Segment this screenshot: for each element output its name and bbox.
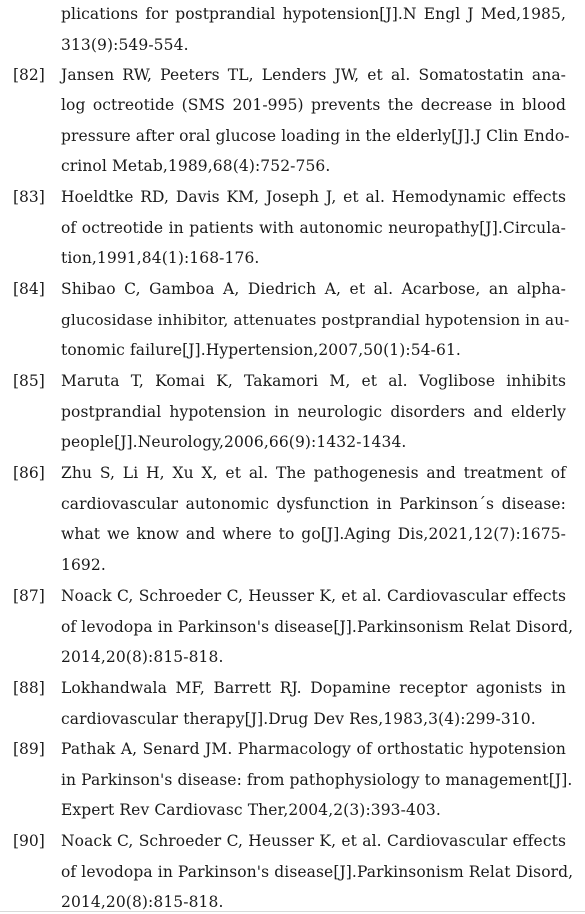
reference-line: tonomic failure[J].Hypertension,2007,50(1):54-61. xyxy=(61,341,461,359)
reference-number: [90] xyxy=(13,832,45,850)
reference-line: Pathak A, Senard JM. Pharmacology of orthostatic hypotension xyxy=(61,740,566,758)
reference-line: pressure after oral glucose loading in the elderly[J].J Clin Endo- xyxy=(61,127,570,145)
reference-line: glucosidase inhibitor, attenuates postprandial hypotension in au- xyxy=(61,311,570,329)
reference-number: [85] xyxy=(13,372,45,390)
reference-line: 1692. xyxy=(61,556,106,574)
reference-line: Hoeldtke RD, Davis KM, Joseph J, et al. Hemodynamic effects xyxy=(61,188,566,206)
reference-line: of levodopa in Parkinson's disease[J].Parkinsonism Relat Disord, xyxy=(61,618,574,636)
reference-number: [82] xyxy=(13,66,45,84)
reference-number: [83] xyxy=(13,188,45,206)
page-bottom-divider xyxy=(0,911,585,912)
reference-line: Zhu S, Li H, Xu X, et al. The pathogenesis and treatment of xyxy=(61,464,566,482)
reference-line: people[J].Neurology,2006,66(9):1432-1434. xyxy=(61,433,407,451)
reference-line: Noack C, Schroeder C, Heusser K, et al. Cardiovascular effects xyxy=(61,832,566,850)
reference-line: what we know and where to go[J].Aging Dis,2021,12(7):1675- xyxy=(61,525,566,543)
reference-line: Expert Rev Cardiovasc Ther,2004,2(3):393-403. xyxy=(61,801,441,819)
reference-line: plications for postprandial hypotension[J].N Engl J Med,1985, xyxy=(61,5,566,23)
reference-number: [84] xyxy=(13,280,45,298)
reference-line: 2014,20(8):815-818. xyxy=(61,893,224,911)
reference-line: postprandial hypotension in neurologic disorders and elderly xyxy=(61,403,566,421)
reference-line: Lokhandwala MF, Barrett RJ. Dopamine receptor agonists in xyxy=(61,679,566,697)
reference-number: [86] xyxy=(13,464,45,482)
reference-line: Shibao C, Gamboa A, Diedrich A, et al. Acarbose, an alpha- xyxy=(61,280,566,298)
reference-number: [89] xyxy=(13,740,45,758)
reference-line: cardiovascular autonomic dysfunction in Parkinson´s disease: xyxy=(61,495,566,513)
reference-line: 2014,20(8):815-818. xyxy=(61,648,224,666)
reference-line: crinol Metab,1989,68(4):752-756. xyxy=(61,157,331,175)
reference-line: tion,1991,84(1):168-176. xyxy=(61,249,260,267)
reference-line: in Parkinson's disease: from pathophysiology to management[J]. xyxy=(61,771,573,789)
reference-line: of octreotide in patients with autonomic neuropathy[J].Circula- xyxy=(61,219,566,237)
reference-line: 313(9):549-554. xyxy=(61,36,189,54)
reference-line: Noack C, Schroeder C, Heusser K, et al. Cardiovascular effects xyxy=(61,587,566,605)
reference-line: cardiovascular therapy[J].Drug Dev Res,1983,3(4):299-310. xyxy=(61,710,536,728)
reference-number: [87] xyxy=(13,587,45,605)
reference-number: [88] xyxy=(13,679,45,697)
reference-line: of levodopa in Parkinson's disease[J].Parkinsonism Relat Disord, xyxy=(61,863,574,881)
reference-line: Maruta T, Komai K, Takamori M, et al. Voglibose inhibits xyxy=(61,372,566,390)
reference-line: Jansen RW, Peeters TL, Lenders JW, et al. Somatostatin ana- xyxy=(61,66,566,84)
reference-line: log octreotide (SMS 201-995) prevents the decrease in blood xyxy=(61,96,566,114)
